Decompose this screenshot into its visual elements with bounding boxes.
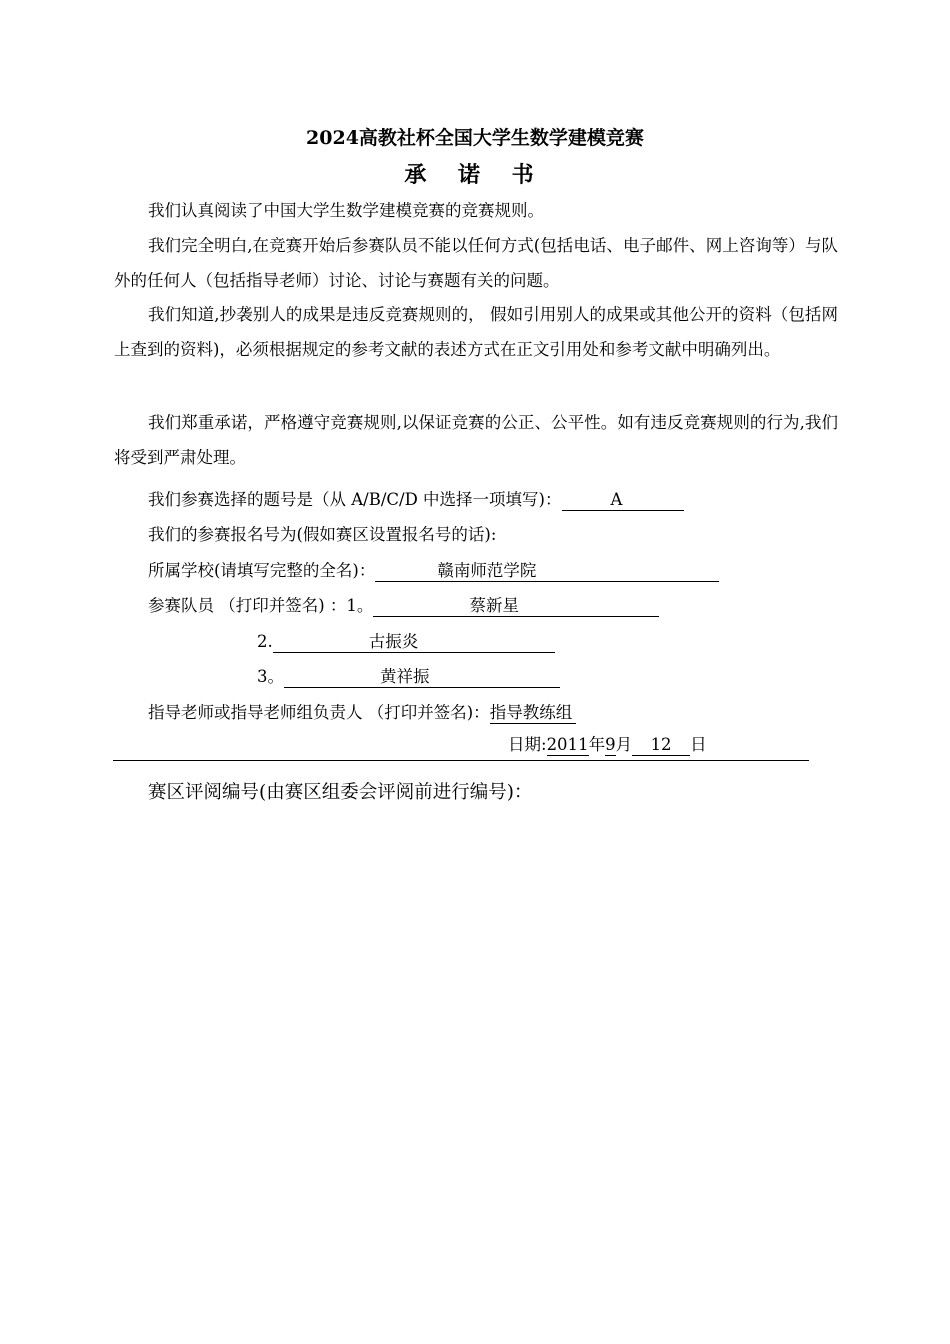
member2-row <box>257 630 555 654</box>
member1-row <box>148 594 659 618</box>
school-value: 赣南师范学院 <box>437 561 537 580</box>
member3-row <box>257 665 560 689</box>
registration-label: 我们的参赛报名号为(假如赛区设置报名号的话): <box>148 525 497 544</box>
advisor-field[interactable] <box>490 703 577 724</box>
date-label: 日期: <box>508 735 547 754</box>
school-field[interactable] <box>375 561 719 582</box>
problem-choice-label: 我们参赛选择的题号是（从 A/B/C/D 中选择一项填写)： <box>148 490 562 509</box>
member1-field[interactable] <box>373 596 659 617</box>
paragraph-rules-read: 我们认真阅读了中国大学生数学建模竞赛的竞赛规则。 <box>148 201 544 220</box>
page-title: 2024高教社杯全国大学生数学建模竞赛 <box>306 127 644 149</box>
member2-value: 古振炎 <box>368 632 419 651</box>
review-number-label: 赛区评阅编号(由赛区组委会评阅前进行编号)： <box>148 782 533 803</box>
date-year-value: 2011 <box>546 735 589 754</box>
page-subtitle: 承 诺 书 <box>404 162 546 188</box>
advisor-label: 指导老师或指导老师组负责人 （打印并签名)： <box>148 703 490 722</box>
member2-prefix: 2. <box>257 632 273 651</box>
date-day-field[interactable] <box>632 735 690 756</box>
member1-value: 蔡新星 <box>469 596 519 615</box>
problem-choice-value: A <box>610 490 623 509</box>
date-year-unit: 年 <box>588 735 606 754</box>
school-label: 所属学校(请填写完整的全名)： <box>148 561 376 580</box>
advisor-row <box>148 701 576 725</box>
date-month-field[interactable] <box>605 735 616 756</box>
member2-field[interactable] <box>273 632 555 653</box>
date-day-value: 12 <box>650 735 672 754</box>
date-year-field[interactable] <box>547 735 589 756</box>
paragraph-no-contact: 我们完全明白,在竞赛开始后参赛队员不能以任何方式(包括电话、电子邮件、网上咨询等）与队外的任何人（包括指导老师）讨论、讨论与赛题有关的问题。 <box>114 236 838 290</box>
member3-value: 黄祥振 <box>380 667 430 686</box>
registration-row <box>148 523 496 547</box>
member3-field[interactable] <box>284 667 560 688</box>
problem-choice-field[interactable] <box>562 490 684 511</box>
problem-choice-row <box>148 488 684 512</box>
member3-prefix: 3。 <box>257 667 284 686</box>
advisor-value: 指导教练组 <box>489 703 573 722</box>
school-row <box>148 559 719 583</box>
paragraph-citation: 我们知道,抄袭别人的成果是违反竞赛规则的， 假如引用别人的成果或其他公开的资料（包括网上查到的资料)，必须根据规定的参考文献的表述方式在正文引用处和参考文献中明确列出。 <box>114 305 838 359</box>
separator-rule <box>113 760 809 761</box>
date-row <box>508 733 707 757</box>
date-day-unit: 日 <box>690 735 707 754</box>
paragraph-pledge: 我们郑重承诺，严格遵守竞赛规则,以保证竞赛的公正、公平性。如有违反竞赛规则的行为,我们将受到严肃处理。 <box>114 413 838 467</box>
date-month-value: 9 <box>605 735 616 754</box>
members-label: 参赛队员 （打印并签名) ：1。 <box>148 596 374 615</box>
date-month-unit: 月 <box>615 735 633 754</box>
